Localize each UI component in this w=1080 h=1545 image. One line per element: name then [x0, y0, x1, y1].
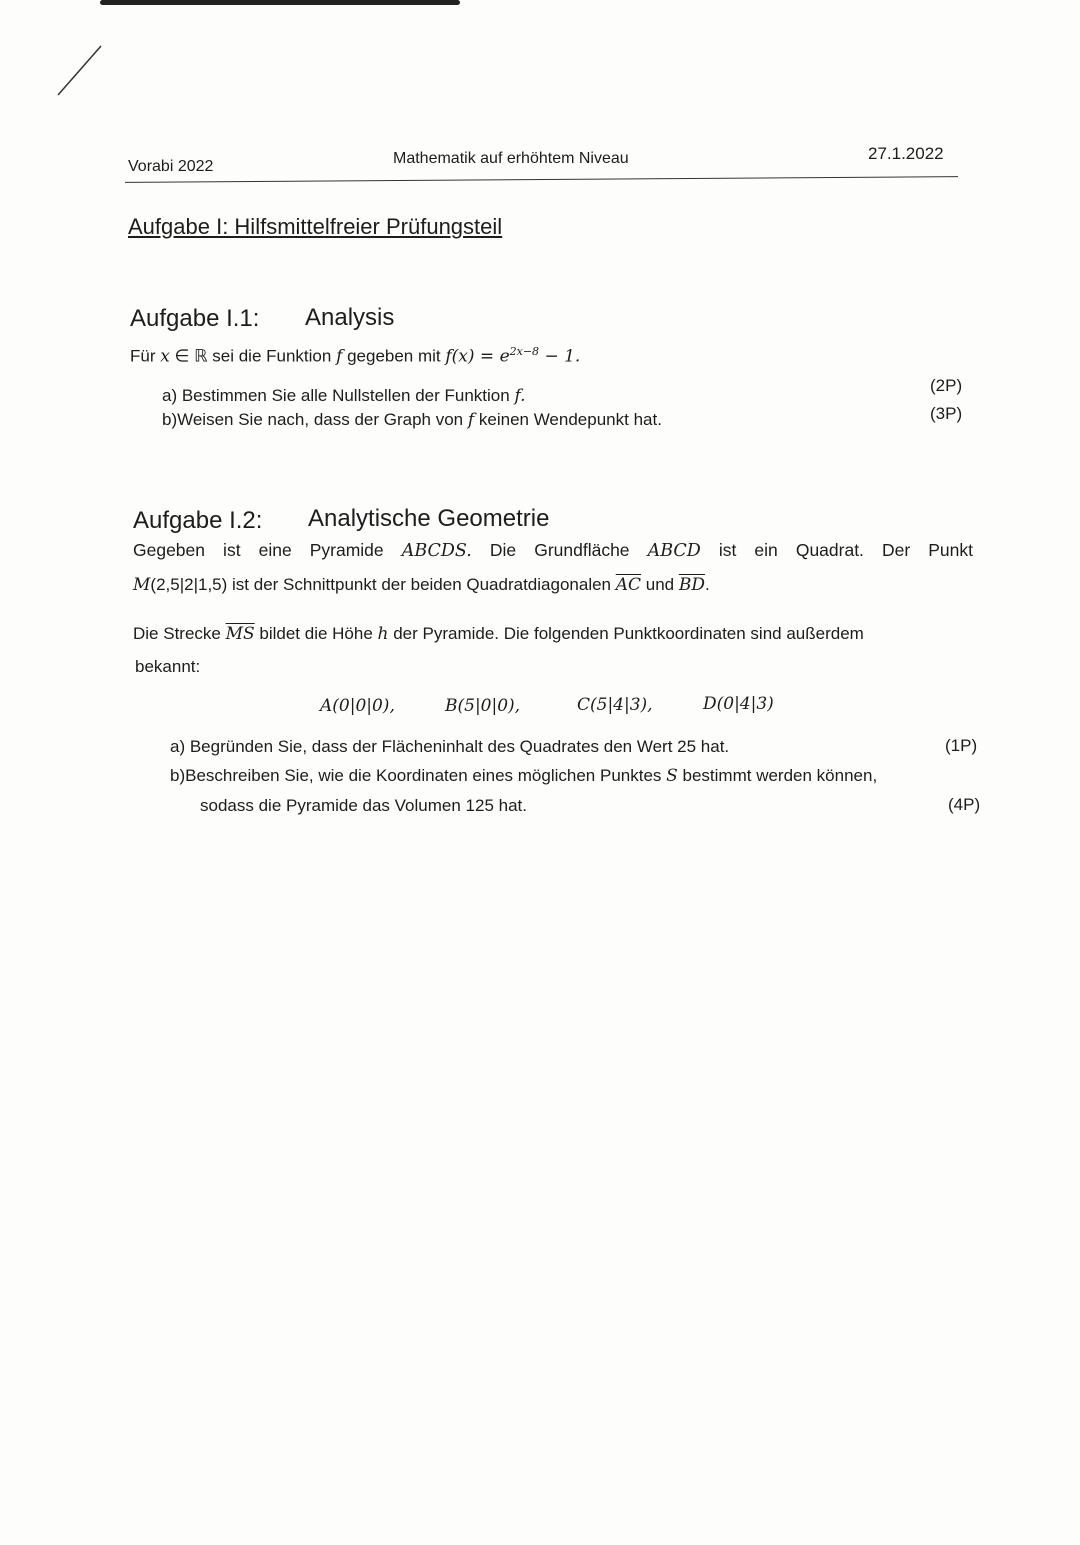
- pen-mark: [55, 40, 110, 100]
- task1-intro: Für x ∈ ℝ sei die Funktion f gegeben mit $f(x) = e^{2x-8} - 1$.: [130, 345, 581, 367]
- task2-label: Aufgabe I.2:: [133, 507, 263, 534]
- task1-label: Aufgabe I.1:: [130, 305, 260, 332]
- task2-b-points: (4P): [948, 795, 981, 814]
- task2-b-line1: b)Beschreiben Sie, wie die Koordinaten eines möglichen Punktes S bestimmt werden können,: [170, 766, 878, 786]
- task2-para1-line2: M(2,5|2|1,5) ist der Schnittpunkt der beiden Quadratdiagonalen $\overline{AC}$ und $\overline{BD}$.: [133, 575, 710, 595]
- task1-a-points: (2P): [930, 376, 963, 395]
- task2-para2-line1: Die Strecke $\overline{MS}$ bildet die Höhe h der Pyramide. Die folgenden Punktkoordinaten sind außerdem: [133, 624, 864, 644]
- point-a: A(0|0|0),: [320, 696, 395, 716]
- point-d: D(0|4|3): [703, 694, 774, 714]
- task1-topic: Analysis: [305, 304, 395, 331]
- point-b: B(5|0|0),: [445, 696, 521, 716]
- task2-para2-line2: bekannt:: [135, 657, 201, 676]
- scan-edge-shadow: [100, 0, 460, 5]
- task2-para1-line1: Gegeben ist eine Pyramide ABCDS. Die Grundfläche ABCD ist ein Quadrat. Der Punkt: [133, 540, 973, 561]
- task2-a: a) Begründen Sie, dass der Flächeninhalt des Quadrates den Wert 25 hat.: [170, 737, 730, 756]
- task1-b-points: (3P): [930, 404, 963, 423]
- task1-a: a) Bestimmen Sie alle Nullstellen der Funktion f.: [162, 386, 526, 406]
- header-rule: [125, 176, 958, 183]
- task2-b-line2: sodass die Pyramide das Volumen 125 hat.: [200, 796, 527, 815]
- point-c: C(5|4|3),: [577, 695, 653, 715]
- header-left: Vorabi 2022: [128, 158, 214, 175]
- section-title: Aufgabe I: Hilfsmittelfreier Prüfungsteil: [128, 214, 503, 239]
- task2-topic: Analytische Geometrie: [308, 505, 550, 532]
- header-center: Mathematik auf erhöhtem Niveau: [393, 150, 629, 167]
- header-date: 27.1.2022: [868, 144, 944, 163]
- task2-a-points: (1P): [945, 736, 978, 755]
- task1-b: b)Weisen Sie nach, dass der Graph von f keinen Wendepunkt hat.: [162, 410, 662, 430]
